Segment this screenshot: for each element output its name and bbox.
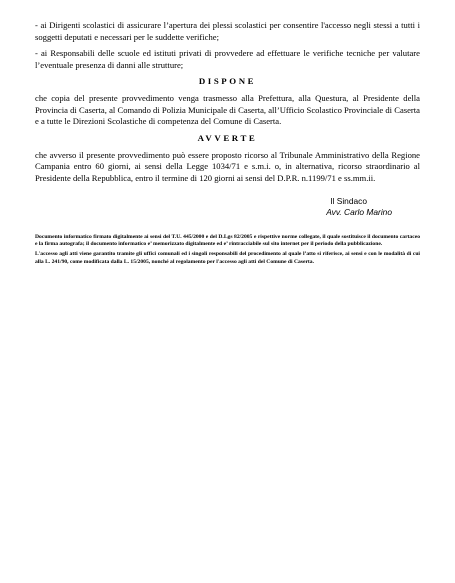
signature-block bbox=[35, 196, 420, 218]
avverte-paragraph: che avverso il presente provvedimento può essere proposto ricorso al Tribunale Amministrativo della Regione Campania entro 60 giorni, ai sensi della Legge 1034/71 e s.m.i. o, in alternativa, ricorso straordinario al Presidente della Repubblica, entro il termine di 120 giorni ai sensi del D.P.R. n.1199/71 e ss.mm.ii. bbox=[35, 149, 420, 183]
dispone-heading: DISPONE bbox=[198, 76, 257, 86]
digital-signature-notice: Documento informatico firmato digitalmente ai sensi del T.U. 445/2000 e del D.Lgs 82/2005 e rispettive norme collegate, il quale sostituisce il documento cartaceo e la firma autografa; il documento informatico e’ memorizzato digitalmente ed e’ rintracciabile sul sito internet per il periodo della pubblicazione. bbox=[35, 234, 420, 248]
signature-title: Il Sindaco bbox=[330, 196, 367, 206]
legal-notice bbox=[35, 234, 420, 266]
document-body bbox=[35, 20, 420, 269]
dispone-paragraph: che copia del presente provvedimento venga trasmesso alla Prefettura, alla Questura, al Presidente della Provincia di Caserta, al Comando di Polizia Municipale di Caserta, all’Ufficio Scolastico Provinciale di Caserta e a tutte le Direzioni Scolastiche di competenza del Comune di Caserta. bbox=[35, 93, 420, 126]
bullet-dirigenti-scolastici: - ai Dirigenti scolastici di assicurare l’apertura dei plessi scolastici per consentire l'accesso negli stessi a tutti i soggetti deputati e necessari per le suddette verifiche; bbox=[35, 20, 420, 42]
avverte-heading: AVVERTE bbox=[197, 132, 258, 143]
signature-name: Avv. Carlo Marino bbox=[326, 207, 392, 217]
access-notice: L'accesso agli atti viene garantito tramite gli uffici comunali ed i singoli responsabili del procedimento al quale l’atto si riferisce, ai sensi e con le modalità di cui alla L. 241/90, come modificata dalla L. 15/2005, nonché al regolamento per l'accesso agli atti del Comune di Caserta. bbox=[35, 251, 420, 265]
bullet-responsabili-scuole: - ai Responsabili delle scuole ed istituti privati di provvedere ad effettuare le verifiche tecniche per valutare l’eventuale presenza di danni alle strutture; bbox=[35, 48, 420, 70]
